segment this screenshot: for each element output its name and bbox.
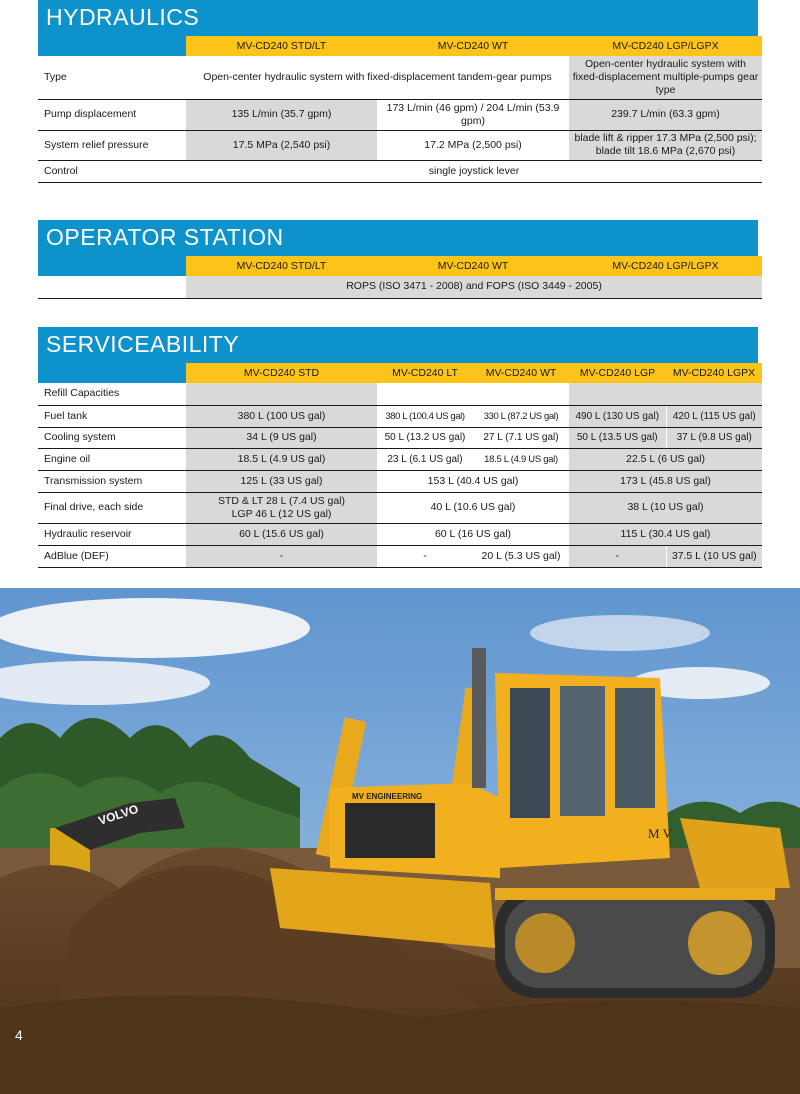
table-cell: 380 L (100.4 US gal) <box>377 405 473 427</box>
table-cell: 380 L (100 US gal) <box>186 405 377 427</box>
table-cell: - <box>377 545 473 567</box>
bulldozer-photo <box>0 588 800 1094</box>
row-label: Cooling system <box>38 427 186 448</box>
table-cell: single joystick lever <box>186 160 762 182</box>
table-cell: 18.5 L (4.9 US gal) <box>473 448 569 470</box>
table-cell: 173 L/min (46 gpm) / 204 L/min (53.9 gpm) <box>377 99 569 130</box>
table-cell: 115 L (30.4 US gal) <box>569 523 762 545</box>
table-cell: - <box>186 545 377 567</box>
table-cell: 23 L (6.1 US gal) <box>377 448 473 470</box>
table-cell <box>186 492 377 523</box>
hydraulics-section <box>38 0 762 183</box>
row-label: Engine oil <box>38 448 186 470</box>
table-cell: 37.5 L (10 US gal) <box>666 545 762 567</box>
table-cell: 173 L (45.8 US gal) <box>569 470 762 492</box>
table-cell: 490 L (130 US gal) <box>569 405 666 427</box>
serviceability-table <box>38 363 762 568</box>
table-cell: 135 L/min (35.7 gpm) <box>186 99 377 130</box>
table-cell: 22.5 L (6 US gal) <box>569 448 762 470</box>
column-header: MV-CD240 WT <box>377 36 569 56</box>
table-cell: - <box>569 545 666 567</box>
bulldozer-photo-illustration <box>0 588 800 1094</box>
table-cell: 18.5 L (4.9 US gal) <box>186 448 377 470</box>
column-header: MV-CD240 STD/LT <box>186 256 377 276</box>
operator-station-title: OPERATOR STATION <box>38 220 762 256</box>
column-header: MV-CD240 LGP/LGPX <box>569 256 762 276</box>
row-label: Control <box>38 160 186 182</box>
row-label: Type <box>38 56 186 99</box>
column-header: MV-CD240 WT <box>473 363 569 383</box>
row-label: Pump displacement <box>38 99 186 130</box>
table-cell: blade lift & ripper 17.3 MPa (2,500 psi); blade tilt 18.6 MPa (2,670 psi) <box>569 130 762 160</box>
operator-station-section <box>38 220 762 299</box>
table-cell: 40 L (10.6 US gal) <box>377 492 569 523</box>
column-header: MV-CD240 STD/LT <box>186 36 377 56</box>
row-label: Fuel tank <box>38 405 186 427</box>
cab-logo: M V <box>648 826 672 841</box>
table-cell: 60 L (15.6 US gal) <box>186 523 377 545</box>
table-cell: 125 L (33 US gal) <box>186 470 377 492</box>
excavator-brand: VOLVO <box>96 801 141 828</box>
final-drive-lgp: LGP 46 L (12 US gal) <box>231 507 332 520</box>
serviceability-title: SERVICEABILITY <box>38 327 762 363</box>
table-cell: 60 L (16 US gal) <box>377 523 569 545</box>
column-header: MV-CD240 LT <box>377 363 473 383</box>
table-cell: 50 L (13.5 US gal) <box>569 427 666 448</box>
dozer-brand: MV ENGINEERING <box>352 792 423 801</box>
table-cell: 50 L (13.2 US gal) <box>377 427 473 448</box>
table-cell: Open-center hydraulic system with fixed-displacement tandem-gear pumps <box>186 56 569 99</box>
table-cell: 17.2 MPa (2,500 psi) <box>377 130 569 160</box>
table-cell: 20 L (5.3 US gal) <box>473 545 569 567</box>
row-label: Final drive, each side <box>38 492 186 523</box>
table-cell: 153 L (40.4 US gal) <box>377 470 569 492</box>
hydraulics-title: HYDRAULICS <box>38 0 762 36</box>
row-label: System relief pressure <box>38 130 186 160</box>
serviceability-section <box>38 327 762 568</box>
table-cell: 38 L (10 US gal) <box>569 492 762 523</box>
row-label: Transmission system <box>38 470 186 492</box>
table-cell: 17.5 MPa (2,540 psi) <box>186 130 377 160</box>
row-label: Refill Capacities <box>38 383 186 405</box>
table-cell: 27 L (7.1 US gal) <box>473 427 569 448</box>
row-label: AdBlue (DEF) <box>38 545 186 567</box>
column-header: MV-CD240 LGPX <box>666 363 762 383</box>
table-cell: 34 L (9 US gal) <box>186 427 377 448</box>
column-header: MV-CD240 LGP/LGPX <box>569 36 762 56</box>
column-header: MV-CD240 WT <box>377 256 569 276</box>
column-header: MV-CD240 STD <box>186 363 377 383</box>
page-number: 4 <box>15 1027 23 1043</box>
operator-station-table <box>38 256 762 299</box>
row-label: Hydraulic reservoir <box>38 523 186 545</box>
table-cell: 37 L (9.8 US gal) <box>666 427 762 448</box>
table-cell: ROPS (ISO 3471 - 2008) and FOPS (ISO 3449 - 2005) <box>186 276 762 298</box>
table-cell: Open-center hydraulic system with fixed-displacement multiple-pumps gear type <box>569 56 762 99</box>
final-drive-std-lt: STD & LT 28 L (7.4 US gal) <box>217 494 346 507</box>
table-cell: 239.7 L/min (63.3 gpm) <box>569 99 762 130</box>
hydraulics-table <box>38 36 762 183</box>
column-header: MV-CD240 LGP <box>569 363 666 383</box>
table-cell: 420 L (115 US gal) <box>666 405 762 427</box>
table-cell: 330 L (87.2 US gal) <box>473 405 569 427</box>
